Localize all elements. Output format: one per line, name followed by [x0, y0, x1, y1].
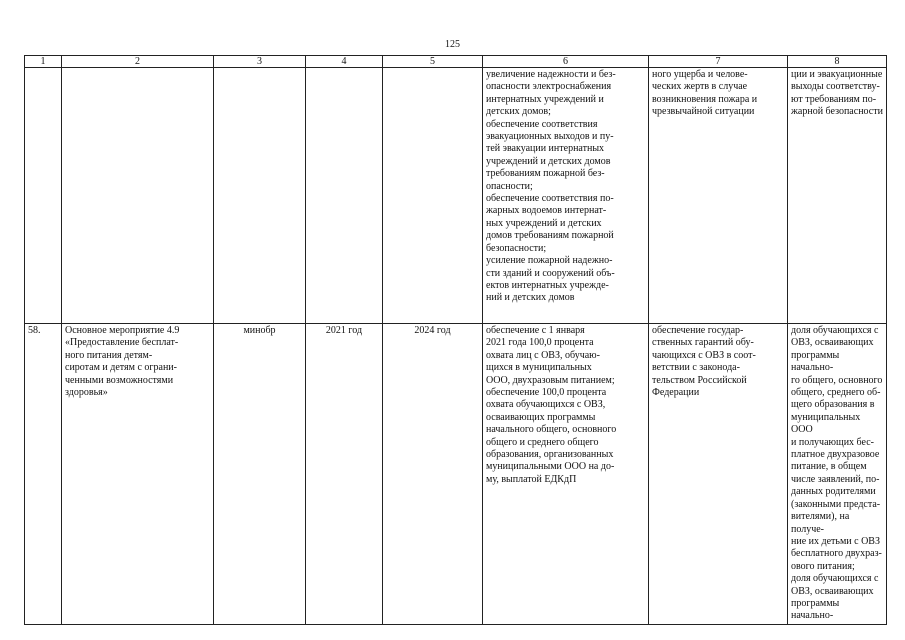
header-row [25, 56, 887, 68]
indicators-cell: доля обучающихся с ОВЗ, осваивающих программы начально- го общего, основного общего, среднего об- щего образования в муниципальных ООО и получающих бес- платное двухразовое питание, в общем числе заявлений, по- данных родителями (законными предста- вителями), на получе- ние их детьми с ОВЗ бесплатного двухраз- ового питания; доля обучающихся с ОВЗ, осваивающих программы начально- [788, 324, 887, 625]
column-header: 2 [62, 56, 214, 68]
start-year-cell: 2021 год [306, 324, 383, 625]
measure-name-cell: Основное мероприятие 4.9 «Предоставление бесплат- ного питания детям- сиротам и детям с ограни- ченными возможностями здоровья» [62, 324, 214, 625]
table-row [25, 324, 887, 625]
column-header: 7 [649, 56, 788, 68]
executor-cell [214, 68, 306, 324]
column-header: 6 [483, 56, 649, 68]
document-table [24, 55, 887, 625]
page-number: 125 [445, 39, 460, 50]
column-header: 4 [306, 56, 383, 68]
end-year-cell [383, 68, 483, 324]
column-header: 5 [383, 56, 483, 68]
row-number-cell: 58. [25, 324, 62, 625]
end-year-cell: 2024 год [383, 324, 483, 625]
indicators-cell: ции и эвакуационные выходы соответству- ют требованиям по- жарной безопасности [788, 68, 887, 324]
start-year-cell [306, 68, 383, 324]
results-cell: обеспечение с 1 января 2021 года 100,0 процента охвата лиц с ОВЗ, обучаю- щихся в муниципальных ООО, двухразовым питанием; обеспечение 100,0 процента охвата обучающихся с ОВЗ, осваивающих программы начального общего, основного общего и среднего общего образования, организованных муниципальными ООО на до- му, выплатой ЕДКдП [483, 324, 649, 625]
column-header: 1 [25, 56, 62, 68]
results-cell: увеличение надежности и без- опасности электроснабжения интернатных учреждений и детских домов; обеспечение соответствия эвакуационных выходов и пу- тей эвакуации интернатных учреждений и детских домов требованиям пожарной без- опасности; обеспечение соответствия по- жарных водоемов интернат- ных учреждений и детских домов требованиям пожарной безопасности; усиление пожарной надежно- сти зданий и сооружений объ- ектов интернатных учрежде- ний и детских домов [483, 68, 649, 324]
table-row [25, 68, 887, 324]
row-number-cell [25, 68, 62, 324]
consequences-cell: обеспечение государ- ственных гарантий обу- чающихся с ОВЗ в соот- ветствии с законода- тельством Российской Федерации [649, 324, 788, 625]
column-header: 8 [788, 56, 887, 68]
executor-cell: минобр [214, 324, 306, 625]
measure-name-cell [62, 68, 214, 324]
consequences-cell: ного ущерба и челове- ческих жертв в случае возникновения пожара и чрезвычайной ситуации [649, 68, 788, 324]
column-header: 3 [214, 56, 306, 68]
